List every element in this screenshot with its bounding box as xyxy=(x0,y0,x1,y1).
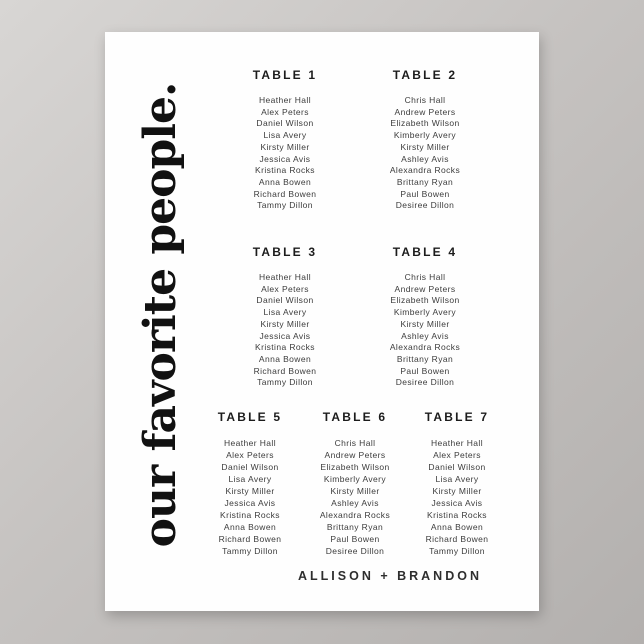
guest-name: Alex Peters xyxy=(433,450,481,460)
table-2-header: TABLE 2 xyxy=(392,68,458,82)
guest-name: Chris Hall xyxy=(404,95,446,105)
guest-name: Tammy Dillon xyxy=(257,377,313,388)
guest-name: Kirsty Miller xyxy=(260,141,310,152)
guest-name: Tammy Dillon xyxy=(429,546,485,556)
table-1-guest-list xyxy=(205,95,365,212)
guest-name: Kimberly Avery xyxy=(393,130,457,141)
table-block-4 xyxy=(345,245,505,389)
guest-name: Jessica Avis xyxy=(259,153,311,164)
table-5-header: TABLE 5 xyxy=(217,410,283,424)
guest-name: Elizabeth Wilson xyxy=(390,118,460,129)
guest-name: Jessica Avis xyxy=(259,330,311,341)
guest-name: Heather Hall xyxy=(258,95,312,105)
guest-name: Chris Hall xyxy=(404,272,446,282)
guest-name: Kirsty Miller xyxy=(330,486,380,496)
guest-name: Paul Bowen xyxy=(400,188,450,199)
guest-name: Anna Bowen xyxy=(258,353,312,364)
guest-name: Kimberly Avery xyxy=(393,307,457,318)
guest-name: Richard Bowen xyxy=(218,534,282,544)
guest-name: Richard Bowen xyxy=(253,365,317,376)
guest-name: Lisa Avery xyxy=(263,130,307,141)
guest-name: Kimberly Avery xyxy=(323,474,387,484)
guest-name: Alexandra Rocks xyxy=(389,342,461,353)
guest-name: Jessica Avis xyxy=(224,498,276,508)
guest-name: Ashley Avis xyxy=(401,330,449,341)
guest-name: Lisa Avery xyxy=(435,474,479,484)
guest-name: Brittany Ryan xyxy=(396,176,454,187)
table-4-header: TABLE 4 xyxy=(392,245,458,259)
table-6-header: TABLE 6 xyxy=(322,410,388,424)
guest-name: Andrew Peters xyxy=(394,283,456,294)
table-7-guest-list xyxy=(377,437,537,557)
guest-name: Lisa Avery xyxy=(228,474,272,484)
guest-name: Richard Bowen xyxy=(425,534,489,544)
guest-name: Paul Bowen xyxy=(330,534,380,544)
guest-name: Brittany Ryan xyxy=(396,353,454,364)
guest-name: Ashley Avis xyxy=(331,498,379,508)
guest-name: Richard Bowen xyxy=(253,188,317,199)
guest-name: Heather Hall xyxy=(430,438,484,448)
guest-name: Daniel Wilson xyxy=(428,462,486,472)
guest-name: Paul Bowen xyxy=(400,365,450,376)
guest-name: Andrew Peters xyxy=(394,106,456,117)
guest-name: Brittany Ryan xyxy=(326,522,384,532)
guest-name: Tammy Dillon xyxy=(257,200,313,211)
guest-name: Anna Bowen xyxy=(258,176,312,187)
table-block-7 xyxy=(377,410,537,557)
guest-name: Heather Hall xyxy=(258,272,312,282)
guest-name: Kristina Rocks xyxy=(427,510,487,520)
guest-name: Kirsty Miller xyxy=(225,486,275,496)
guest-name: Alex Peters xyxy=(261,106,309,117)
guest-name: Elizabeth Wilson xyxy=(390,295,460,306)
table-3-guest-list xyxy=(205,272,365,389)
poster-title: our favorite people. xyxy=(134,82,186,548)
guest-name: Kirsty Miller xyxy=(260,318,310,329)
guest-name: Alexandra Rocks xyxy=(389,165,461,176)
guest-name: Kirsty Miller xyxy=(432,486,482,496)
guest-name: Kirsty Miller xyxy=(400,318,450,329)
guest-name: Elizabeth Wilson xyxy=(320,462,390,472)
seating-chart-poster xyxy=(105,32,539,611)
table-7-header: TABLE 7 xyxy=(424,410,490,424)
guest-name: Daniel Wilson xyxy=(221,462,279,472)
guest-name: Kristina Rocks xyxy=(255,165,315,176)
guest-name: Jessica Avis xyxy=(431,498,483,508)
guest-name: Alex Peters xyxy=(226,450,274,460)
guest-name: Alexandra Rocks xyxy=(319,510,391,520)
guest-name: Daniel Wilson xyxy=(256,118,314,129)
table-block-2 xyxy=(345,68,505,212)
guest-name: Kristina Rocks xyxy=(255,342,315,353)
table-3-header: TABLE 3 xyxy=(252,245,318,259)
guest-name: Desiree Dillon xyxy=(325,546,385,556)
guest-name: Heather Hall xyxy=(223,438,277,448)
guest-name: Daniel Wilson xyxy=(256,295,314,306)
table-2-guest-list xyxy=(345,95,505,212)
guest-name: Andrew Peters xyxy=(324,450,386,460)
guest-name: Kristina Rocks xyxy=(220,510,280,520)
guest-name: Lisa Avery xyxy=(263,307,307,318)
guest-name: Chris Hall xyxy=(334,438,376,448)
couple-names: ALLISON + BRANDON xyxy=(298,569,482,583)
guest-name: Desiree Dillon xyxy=(395,377,455,388)
guest-name: Anna Bowen xyxy=(430,522,484,532)
table-block-1 xyxy=(205,68,365,212)
table-4-guest-list xyxy=(345,272,505,389)
table-block-3 xyxy=(205,245,365,389)
guest-name: Tammy Dillon xyxy=(222,546,278,556)
guest-name: Ashley Avis xyxy=(401,153,449,164)
table-1-header: TABLE 1 xyxy=(252,68,318,82)
guest-name: Desiree Dillon xyxy=(395,200,455,211)
guest-name: Kirsty Miller xyxy=(400,141,450,152)
guest-name: Anna Bowen xyxy=(223,522,277,532)
guest-name: Alex Peters xyxy=(261,283,309,294)
